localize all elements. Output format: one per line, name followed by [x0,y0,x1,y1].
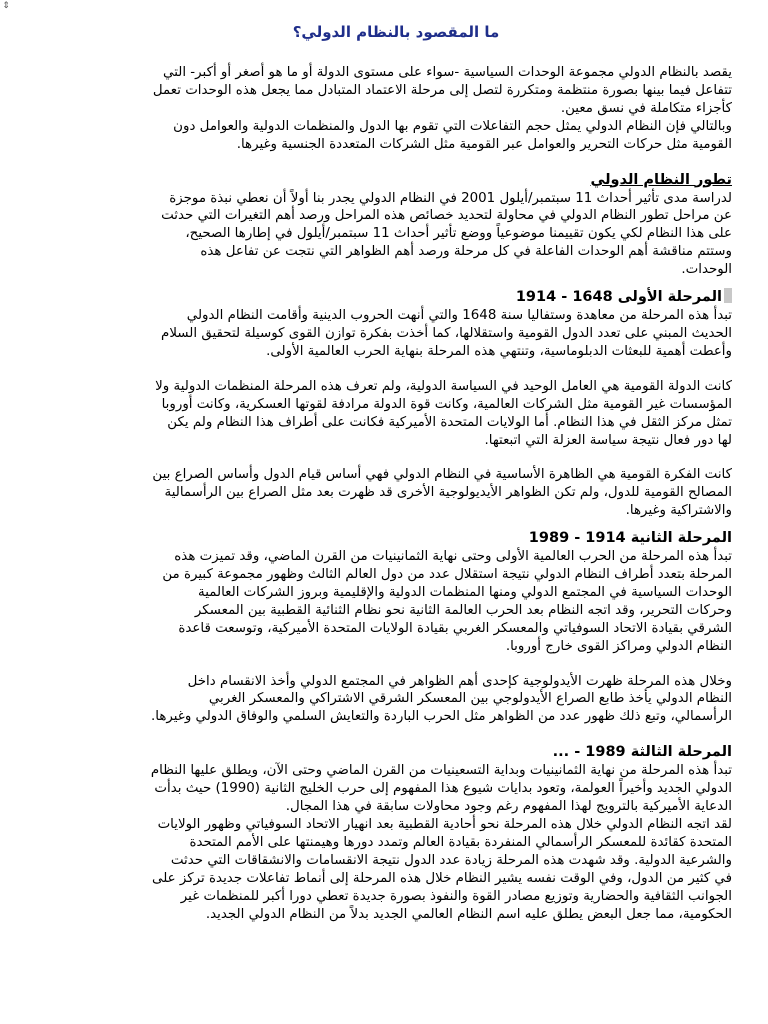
text-line: وأعطت أهمية للبعثات الدبلوماسية، وتنتهي هذه المرحلة بنهاية الحرب العالمية الأولى. [266,343,732,359]
text-line: تبدأ هذه المرحلة من الحرب العالمية الأولى وحتى نهاية الثمانينيات من القرن الماضي، وقد تميزت هذه [174,549,732,565]
text-line: النظام الدولي يأخذ طابع الصراع الأيدولوجي بين المعسكر الشرقي الاشتراكي والمعسكر الغربي [208,691,732,707]
text-line: المتحدة كقائدة للمعسكر الرأسمالي المنفردة بقيادة العالم وتمدد دورها وهيمنتها على الأمم المتحدة [189,834,732,850]
text-line: الدعاية الأميركية بالترويج لهذا المفهوم رغم وجود محاولات سابقة في هذا المجال. [285,799,732,815]
text-line: لقد اتجه النظام الدولي خلال هذه المرحلة نحو أحادية القطبية بعد انهيار الاتحاد السوفياتي وظهور الولايات [157,817,732,832]
text-line: النظام الدولي ومراكز القوى خارج أوروبا. [505,638,732,654]
text-line: والاشتراكية وغيرها. [625,503,732,519]
text-line: المرحلة بتعدد أطراف النظام الدولي نتيجة استقلال عدد من دول العالم الثالث وظهور مجموعة كبيرة من [162,567,732,583]
text-line: الوحدات السياسية في المجتمع الدولي ومنها المنظمات الدولية والإقليمية وبروز الشركات العالمية [198,584,732,600]
text-line: الوحدات. [681,262,732,278]
text-line: المؤسسات غير القومية مثل الشركات العالمية، وكانت قوة الدولة مرادفة لقوتها العسكرية، وكانت أوروبا [161,396,732,412]
text-line: الحديث المبني على تعدد الدول القومية واستقلالها، كما أخذت بفكرة توازن القوى كوسيلة لتحقيق السلام [161,325,732,341]
text-line: وحركات التحرير، وقد اتجه النظام بعد الحرب العالمة الثانية نحو نظام الثنائية القطبية بين المعسكر [194,602,732,618]
evolution-paragraph [60,190,732,280]
section-heading-phase2: المرحلة الثانية 1914 - 1989 [528,530,732,547]
text-line: كانت الدولة القومية هي العامل الوحيد في السياسة الدولية، ولم تعرف هذه المرحلة المنظمات الدولية ولا [155,378,732,394]
text-line: تبدأ هذه المرحلة من معاهدة وستفاليا سنة 1648 والتي أنهت الحروب الدينية وأقامت النظام الدولي [186,308,732,324]
arrows-icon: ⇕ [2,1,10,11]
phase1-heading-text: المرحلة الأولى 1648 - 1914 [515,289,722,306]
section-heading-evolution: تطور النظام الدولي [590,171,732,188]
text-line: تبدأ هذه المرحلة من نهاية الثمانينيات وبداية التسعينيات من القرن الماضي وحتى الآن، ويطلق عليها النظام [150,763,732,779]
text-line: المصالح القومية للدول، ولم تكن الظواهر الأيديولوجية الأخرى قد ظهرت بعد مثل الصراع بين الرأسمالية [164,485,732,501]
text-line: الحكومية، مما جعل البعض يطلق عليه اسم النظام العالمي الجديد بدلاً من النظام الدولي الجديد. [205,906,732,922]
text-line: وبالتالي فإن النظام الدولي يمثل حجم التفاعلات التي تقوم بها الدول والمنظمات الدولية والعوامل دون [173,118,732,134]
text-line: الرأسمالي، وتبع ذلك ظهور عدد من الظواهر مثل الحرب الباردة والتعايش السلمي والوفاق الدولي وغيرها. [150,709,732,725]
phase1-paragraph-2 [60,378,732,450]
text-line: تتفاعل فيما بينها بصورة منتظمة ومتكررة لتصل إلى مرحلة الاعتماد المتبادل مما يجعل هذه الوحدات تعمل [152,82,732,98]
text-cursor-marker [724,288,732,303]
text-line: والشرعية الدولية. وقد شهدت هذه المرحلة زيادة عدد الدول نتيجة الانقسامات والانشقاقات التي حدثت [170,852,732,868]
phase3-paragraph [60,762,732,923]
phase1-paragraph-1 [60,307,732,361]
phase1-paragraph-3 [60,466,732,520]
phase2-paragraph-2 [60,673,732,727]
text-line: الجوانب الثقافية والحضارية وتوزيع مصادر القوة والنفوذ بصورة جديدة تعطي دورا أكبر للمنظمات غير [180,888,732,904]
intro-paragraph [60,64,732,154]
text-line: لها دور فعال نتيجة سياسة العزلة التي اتبعتها. [484,432,732,448]
text-line: يقصد بالنظام الدولي مجموعة الوحدات السياسية -سواء على مستوى الدولة أو ما هو أصغر أو أكبر- التي [163,65,732,80]
section-heading-phase1 [60,288,732,307]
text-line: وخلال هذه المرحلة ظهرت الأيدولوجية كإحدى أهم الظواهر في المجتمع الدولي وأخذ الانقسام داخل [187,673,732,689]
section-heading-phase3: المرحلة الثالثة 1989 - ... [552,744,732,761]
text-line: الشرقي بقيادة الاتحاد السوفياتي والمعسكر الغربي بقيادة الولايات المتحدة الأميركية، وتوسعت قاعدة [178,620,732,636]
page-title: ما المقصود بالنظام الدولي؟ [292,23,500,41]
text-line: القومية مثل حركات التحرير والعوامل عبر القومية مثل الشركات المتعددة الجنسية وغيرها. [236,136,732,152]
text-line: الدولي الجديد وأخيراً العولمة، وتعود بدايات شيوع هذا المفهوم إلى حرب الخليج الثانية (1990) حيث بدأت [154,781,732,797]
text-line: كأجزاء متكاملة في نسق معين. [560,100,732,116]
text-line: عن مراحل تطور النظام الدولي في محاولة لتحديد خصائص هذه المراحل ورصد أهم التغيرات التي حدثت [161,208,732,224]
phase2-paragraph-1 [60,548,732,655]
text-line: كانت الفكرة القومية هي الظاهرة الأساسية في النظام الدولي فهي أساس قيام الدول وأساس الصراع بين [152,467,732,483]
text-line: على هذا النظام لكي يكون تقييمنا موضوعياً ووضع تأثير أحداث 11 سبتمبر/أيلول في إطارها الصحيح، [185,226,732,242]
document-body [60,22,732,923]
text-line: وستتم مناقشة أهم الوحدات الفاعلة في كل مرحلة ورصد أهم الظواهر التي نتجت عن تفاعل هذه [200,244,732,260]
text-line: تمثل مركز الثقل في هذا النظام. أما الولايات المتحدة الأميركية فكانت على أطراف هذا النظام ولم يكن [167,414,732,430]
text-line: لدراسة مدى تأثير أحداث 11 سبتمبر/أيلول 2001 في النظام الدولي يجدر بنا أولاً أن نعطي نبذة موجزة [169,190,732,206]
text-line: في كثير من الدول، وفي الوقت نفسه يشير النظام خلال هذه المرحلة إلى أنماط تفاعلات جديدة تركز على [152,870,732,886]
